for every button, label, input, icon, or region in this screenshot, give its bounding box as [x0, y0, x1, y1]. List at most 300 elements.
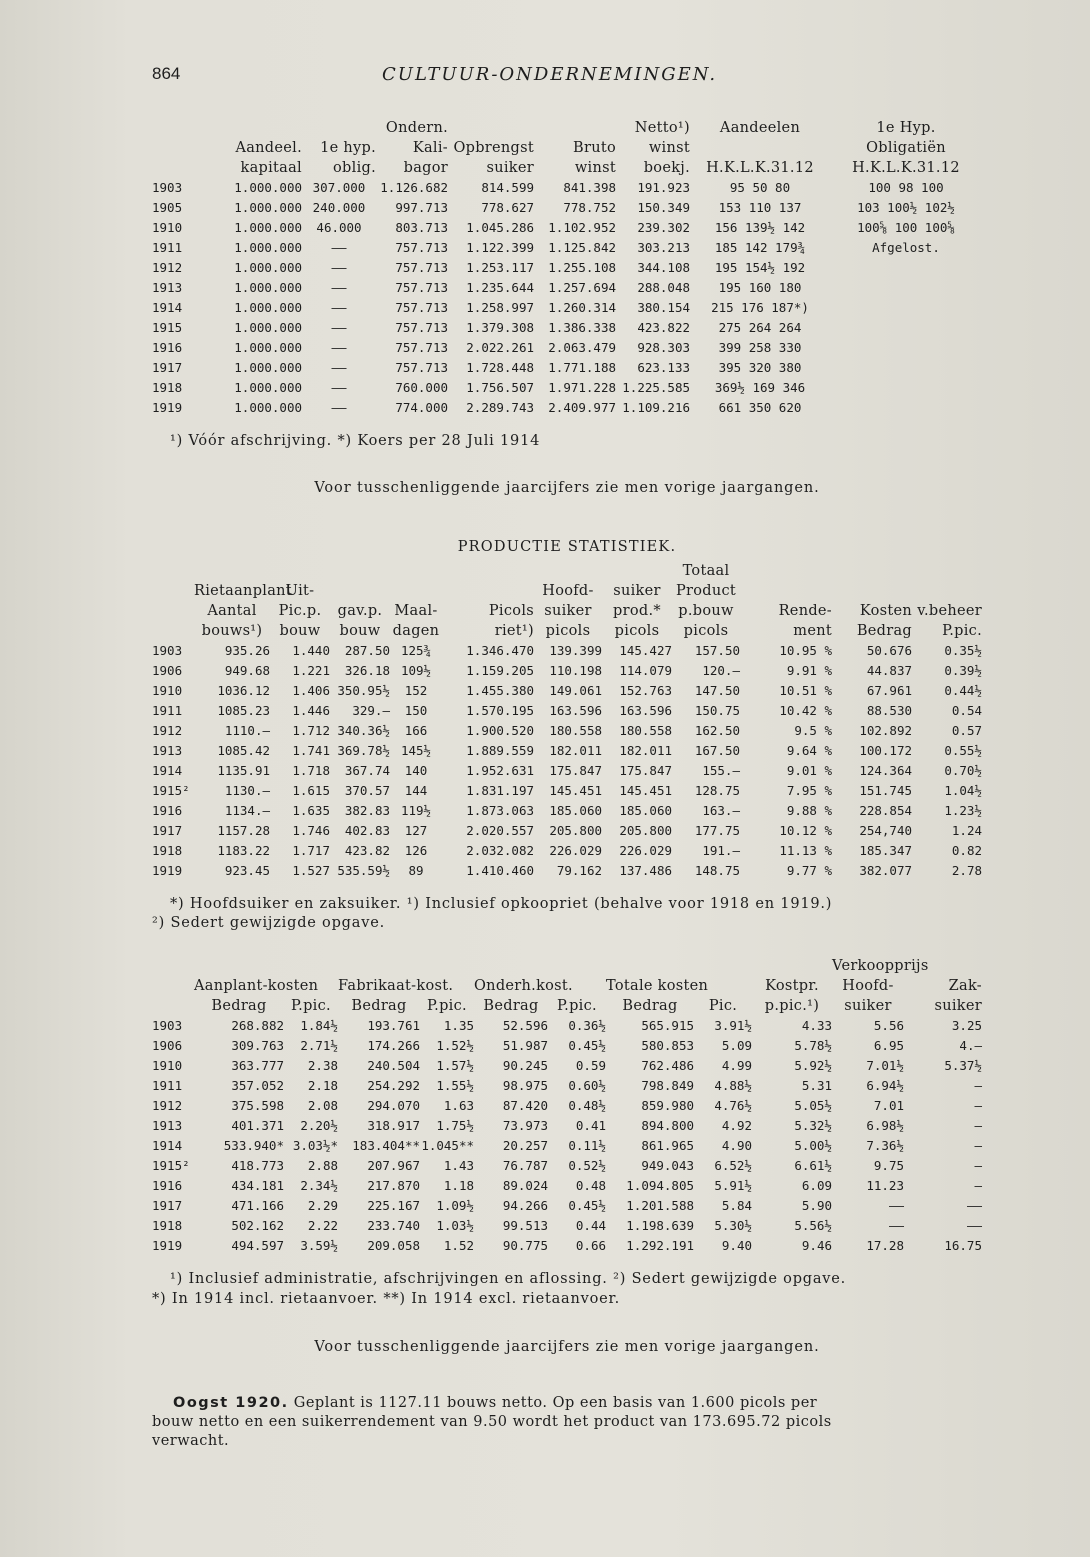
- table-cell-aantal: 1157.28: [217, 823, 270, 838]
- table-cell-picp: 1.221: [292, 663, 330, 678]
- financial-table-body: [152, 178, 982, 418]
- column-header: [442, 581, 534, 601]
- table-cell-ab: 471.166: [231, 1198, 284, 1213]
- production-row: [152, 821, 982, 841]
- column-header: suiker: [844, 998, 892, 1014]
- table-cell-aantal: 923.45: [224, 863, 270, 878]
- table-cell-zs: ——: [966, 1218, 982, 1233]
- table-cell-rende: 9.91 %: [786, 663, 832, 678]
- table2-footnote-1: *) Hoofdsuiker en zaksuiker. ¹) Inclusief opkoopriet (behalve voor 1918 en 1919.): [170, 896, 833, 912]
- cost-table-head: [152, 956, 982, 1016]
- column-header: [338, 956, 420, 976]
- table-cell-ap: 2.18: [307, 1078, 338, 1093]
- table-cell-fp: 1.75½: [436, 1118, 474, 1133]
- table-cell-y: 1919: [152, 400, 183, 415]
- table-cell-aantal: 949.68: [224, 663, 270, 678]
- table-cell-hyp: ——: [331, 400, 347, 415]
- table-cell-kali: 757.713: [395, 320, 448, 335]
- table-cell-rende: 9.88 %: [786, 803, 832, 818]
- table-cell-fp: 1.63: [443, 1098, 474, 1113]
- table-cell-obl: [830, 338, 982, 358]
- table-cell-kali: 760.000: [395, 380, 448, 395]
- table-cell-obl: 100 98 100: [868, 180, 944, 195]
- table-cell-y: 1910: [152, 220, 183, 235]
- table-cell-y: 1912: [152, 723, 183, 738]
- column-header: [270, 561, 330, 581]
- table-cell-bedrag: 44.837: [866, 663, 912, 678]
- table-cell-y: 1903: [152, 643, 183, 658]
- column-header: Bedrag: [351, 998, 407, 1014]
- financial-row: [152, 278, 982, 298]
- table-cell-aantal: 1135.91: [217, 763, 270, 778]
- table-cell-gavp: 382.83: [344, 803, 390, 818]
- table-cell-ab: 494.597: [231, 1238, 284, 1253]
- financial-row: [152, 398, 982, 418]
- column-header: Opbrengst: [453, 140, 534, 156]
- header-row: [152, 158, 982, 178]
- table-cell-picp: 1.446: [292, 703, 330, 718]
- table-cell-kp: 5.78½: [794, 1038, 832, 1053]
- column-header: winst: [648, 140, 690, 156]
- table-cell-hs: 7.01: [873, 1098, 904, 1113]
- table-cell-netto: 303.213: [637, 240, 690, 255]
- table-cell-fb: 174.266: [367, 1038, 420, 1053]
- table-cell-rende: 11.13 %: [779, 843, 832, 858]
- table-cell-fb: 240.504: [367, 1058, 420, 1073]
- table-cell-picols: 1.831.197: [466, 783, 534, 798]
- column-header: [534, 118, 616, 138]
- table-cell-gavp: 423.82: [344, 843, 390, 858]
- table-cell-aand: 369½ 169 346: [714, 380, 806, 395]
- table-cell-pbouw: 162.50: [694, 723, 740, 738]
- table-cell-netto: 380.154: [637, 300, 690, 315]
- table-cell-ap: 2.22: [307, 1218, 338, 1233]
- cost-row: [152, 1116, 982, 1136]
- table-cell-hs: 6.95: [873, 1038, 904, 1053]
- cost-row: [152, 1016, 982, 1036]
- table-cell-tb: 861.965: [641, 1138, 694, 1153]
- column-header: bagor: [403, 160, 448, 176]
- cost-row: [152, 1236, 982, 1256]
- column-header: [152, 996, 194, 1016]
- table-cell-zs: —: [974, 1098, 982, 1113]
- production-row: [152, 641, 982, 661]
- production-table: [152, 561, 982, 881]
- table-cell-kali: 757.713: [395, 240, 448, 255]
- table-cell-y: 1914: [152, 1138, 183, 1153]
- table-cell-aantal: 1130.—: [224, 783, 270, 798]
- table-cell-picp: 1.718: [292, 763, 330, 778]
- table-cell-ap: 3.03½*: [292, 1138, 338, 1153]
- table-cell-pbouw: 148.75: [694, 863, 740, 878]
- table-cell-kap: 1.000.000: [234, 180, 302, 195]
- table-cell-gavp: 370.57: [344, 783, 390, 798]
- table2-footnote-2: ²) Sedert gewijzigde opgave.: [152, 915, 385, 931]
- column-header: Bruto: [573, 140, 616, 156]
- cost-row: [152, 1136, 982, 1156]
- table-cell-zs: ——: [966, 1198, 982, 1213]
- column-header: [152, 561, 194, 581]
- table-cell-fp: 1.03½: [436, 1218, 474, 1233]
- column-header: Picols: [488, 603, 534, 619]
- table-cell-maal: 166: [404, 723, 428, 738]
- table-cell-kali: 757.713: [395, 340, 448, 355]
- financial-row: [152, 238, 982, 258]
- table-cell-opbr: 814.599: [481, 180, 534, 195]
- table-cell-ob: 20.257: [502, 1138, 548, 1153]
- cost-row: [152, 1156, 982, 1176]
- column-header: [420, 956, 474, 976]
- table-cell-zs: 4.—: [959, 1038, 982, 1053]
- column-header: [152, 976, 194, 996]
- column-header: [690, 138, 830, 158]
- table-cell-kali: 757.713: [395, 260, 448, 275]
- column-header: suiker: [544, 603, 592, 619]
- table-cell-hyp: ——: [331, 380, 347, 395]
- table-cell-hs: 5.56: [873, 1018, 904, 1033]
- financial-row: [152, 178, 982, 198]
- table-cell-ppic: 1.04½: [944, 783, 982, 798]
- harvest-text-1: Geplant is 1127.11 bouws netto. Op een basis van 1.600 picols per: [293, 1395, 818, 1411]
- table-cell-netto: 288.048: [637, 280, 690, 295]
- table-cell-obl: [830, 378, 982, 398]
- table-cell-ob: 51.987: [502, 1038, 548, 1053]
- table-cell-totaal: 185.060: [619, 803, 672, 818]
- table-cell-pbouw: 155.—: [702, 763, 740, 778]
- table-cell-fp: 1.09½: [436, 1198, 474, 1213]
- table-cell-opbr: 1.379.308: [466, 320, 534, 335]
- table-cell-netto: 928.303: [637, 340, 690, 355]
- table-cell-tb: 1.094.805: [626, 1178, 694, 1193]
- table-cell-tp: 4.76½: [714, 1098, 752, 1113]
- table-cell-gavp: 326.18: [344, 663, 390, 678]
- table-cell-tb: 1.198.639: [626, 1218, 694, 1233]
- column-header: v.beheer: [917, 603, 982, 619]
- table-cell-obl: [830, 358, 982, 378]
- table-cell-pbouw: 150.75: [694, 703, 740, 718]
- column-header: [152, 621, 194, 641]
- column-header: [152, 158, 198, 178]
- table-cell-rende: 10.95 %: [779, 643, 832, 658]
- financial-row: [152, 338, 982, 358]
- table-cell-obl: 100⅝ 100 100⅝: [857, 220, 955, 235]
- table-cell-ab: 418.773: [231, 1158, 284, 1173]
- table-cell-picols: 1.346.470: [466, 643, 534, 658]
- column-header: Maal-: [394, 603, 438, 619]
- table-cell-fb: 294.070: [367, 1098, 420, 1113]
- table-cell-op: 0.36½: [568, 1018, 606, 1033]
- table-cell-rende: 9.01 %: [786, 763, 832, 778]
- table-cell-fp: 1.52½: [436, 1038, 474, 1053]
- table-cell-aand: 195 154½ 192: [714, 260, 806, 275]
- table-cell-zs: 16.75: [944, 1238, 982, 1253]
- table-cell-y: 1915²: [152, 1158, 190, 1173]
- table-cell-y: 1917: [152, 360, 183, 375]
- production-row: [152, 661, 982, 681]
- table-cell-y: 1906: [152, 1038, 183, 1053]
- table-cell-netto: 1.225.585: [622, 380, 690, 395]
- table-cell-fp: 1.55½: [436, 1078, 474, 1093]
- table-cell-opbr: 2.289.743: [466, 400, 534, 415]
- column-header: p.bouw: [678, 603, 734, 619]
- table-cell-pbouw: 167.50: [694, 743, 740, 758]
- table-cell-hs: 7.01½: [866, 1058, 904, 1073]
- table-cell-hoofd: 110.198: [549, 663, 602, 678]
- table-cell-y: 1903: [152, 180, 183, 195]
- table-cell-hoofd: 163.596: [549, 703, 602, 718]
- table-cell-ppic: 1.24: [951, 823, 982, 838]
- table-cell-tp: 5.84: [721, 1198, 752, 1213]
- table-cell-ab: 434.181: [231, 1178, 284, 1193]
- table-cell-y: 1910: [152, 1058, 183, 1073]
- column-header: Onderh.kost.: [474, 978, 573, 994]
- table-cell-kali: 803.713: [395, 220, 448, 235]
- financial-row: [152, 318, 982, 338]
- table-cell-zs: 3.25: [951, 1018, 982, 1033]
- production-row: [152, 781, 982, 801]
- column-header: Product: [675, 583, 737, 599]
- financial-table: [152, 118, 982, 418]
- column-header: [194, 956, 284, 976]
- table-cell-zs: —: [974, 1078, 982, 1093]
- table-cell-hyp: 240.000: [312, 200, 366, 215]
- table-cell-tb: 580.853: [641, 1038, 694, 1053]
- table-cell-ab: 502.162: [231, 1218, 284, 1233]
- column-header: [602, 561, 672, 581]
- column-header: [152, 956, 194, 976]
- column-header: [548, 956, 606, 976]
- table-cell-netto: 1.109.216: [622, 400, 690, 415]
- column-header: Zak-: [948, 978, 982, 994]
- table-cell-maal: 150: [404, 703, 428, 718]
- table-cell-y: 1912: [152, 260, 183, 275]
- table-cell-pbouw: 191.—: [702, 843, 740, 858]
- table-cell-tp: 4.99: [721, 1058, 752, 1073]
- production-row: [152, 761, 982, 781]
- table-cell-pbouw: 128.75: [694, 783, 740, 798]
- table-cell-maal: 127: [404, 823, 428, 838]
- table-cell-netto: 150.349: [637, 200, 690, 215]
- table-cell-totaal: 152.763: [619, 683, 672, 698]
- table-cell-op: 0.44: [575, 1218, 606, 1233]
- table-cell-hs: 17.28: [866, 1238, 904, 1253]
- table-cell-y: 1914: [152, 763, 183, 778]
- table-cell-kali: 757.713: [395, 360, 448, 375]
- table-cell-hyp: ——: [331, 260, 347, 275]
- table-cell-opbr: 1.258.997: [466, 300, 534, 315]
- table-cell-aand: 153 110 137: [718, 200, 802, 215]
- table-cell-op: 0.45½: [568, 1038, 606, 1053]
- column-header: 1e hyp.: [320, 140, 376, 156]
- table-cell-y: 1917: [152, 1198, 183, 1213]
- production-row: [152, 801, 982, 821]
- table-cell-ppic: 0.44½: [944, 683, 982, 698]
- table-cell-hs: 6.94½: [866, 1078, 904, 1093]
- table-cell-tp: 5.09: [721, 1038, 752, 1053]
- header-row: [152, 996, 982, 1016]
- financial-row: [152, 378, 982, 398]
- table1-see-also: Voor tusschenliggende jaarcijfers zie men vorige jaargangen.: [314, 480, 820, 496]
- cost-row: [152, 1196, 982, 1216]
- cost-table-body: [152, 1016, 982, 1256]
- table-cell-picp: 1.741: [292, 743, 330, 758]
- table-cell-picp: 1.717: [292, 843, 330, 858]
- column-header: picols: [683, 623, 729, 639]
- table-cell-y: 1911: [152, 240, 183, 255]
- table-cell-ap: 2.38: [307, 1058, 338, 1073]
- column-header: prod.*: [613, 603, 661, 619]
- table-cell-picols: 1.873.063: [466, 803, 534, 818]
- table-cell-obl: [830, 318, 982, 338]
- table-cell-picp: 1.406: [292, 683, 330, 698]
- table-cell-aand: 185 142 179¾: [714, 240, 806, 255]
- running-title: CULTUUR-ONDERNEMINGEN.: [382, 64, 718, 85]
- table3-see-also: Voor tusschenliggende jaarcijfers zie men vorige jaargangen.: [314, 1339, 820, 1355]
- table-cell-bruto: 1.255.108: [548, 260, 616, 275]
- table-cell-bedrag: 382.077: [859, 863, 912, 878]
- column-header: Hoofd-: [542, 583, 594, 599]
- header-row: [152, 621, 982, 641]
- table-cell-kp: 9.46: [801, 1238, 832, 1253]
- table-cell-netto: 623.133: [637, 360, 690, 375]
- table-cell-fb: 193.761: [367, 1018, 420, 1033]
- column-header: p.pic.¹): [764, 998, 820, 1014]
- table-cell-aantal: 1085.23: [217, 703, 270, 718]
- table-cell-obl: [830, 298, 982, 318]
- table-cell-y: 1910: [152, 683, 183, 698]
- table-cell-ob: 52.596: [502, 1018, 548, 1033]
- table-cell-y: 1919: [152, 863, 183, 878]
- table-cell-ppic: 1.23½: [944, 803, 982, 818]
- table-cell-gavp: 329.—: [352, 703, 390, 718]
- table-cell-picols: 1.410.460: [466, 863, 534, 878]
- column-header: riet¹): [494, 623, 534, 639]
- table-cell-kap: 1.000.000: [234, 220, 302, 235]
- table-cell-y: 1913: [152, 743, 183, 758]
- table-cell-picp: 1.746: [292, 823, 330, 838]
- table-cell-netto: 423.822: [637, 320, 690, 335]
- table-cell-hs: ——: [888, 1218, 904, 1233]
- table-cell-maal: 89: [408, 863, 424, 878]
- table-cell-y: 1912: [152, 1098, 183, 1113]
- table-cell-ab: 533.940*: [223, 1138, 284, 1153]
- column-header: winst: [574, 160, 616, 176]
- harvest-label: Oogst 1920.: [173, 1395, 289, 1411]
- table-cell-opbr: 1.045.286: [466, 220, 534, 235]
- table-cell-op: 0.11½: [568, 1138, 606, 1153]
- column-header: [832, 561, 912, 581]
- table-cell-bruto: 2.063.479: [548, 340, 616, 355]
- table-cell-rende: 9.77 %: [786, 863, 832, 878]
- table-cell-aand: 275 264 264: [718, 320, 802, 335]
- table-cell-tb: 762.486: [641, 1058, 694, 1073]
- table-cell-ab: 363.777: [231, 1058, 284, 1073]
- table-cell-hs: 7.36½: [866, 1138, 904, 1153]
- table-cell-y: 1919: [152, 1238, 183, 1253]
- table-cell-bedrag: 151.745: [859, 783, 912, 798]
- table-cell-tb: 894.800: [641, 1118, 694, 1133]
- table-cell-maal: 140: [404, 763, 428, 778]
- table-cell-op: 0.59: [575, 1058, 606, 1073]
- table-cell-bruto: 1.386.338: [548, 320, 616, 335]
- column-header: Aandeelen: [719, 120, 801, 136]
- table-cell-bedrag: 124.364: [859, 763, 912, 778]
- column-header: H.K.L.K.31.12: [706, 160, 814, 176]
- table-cell-kp: 5.05½: [794, 1098, 832, 1113]
- column-header: bouws¹): [201, 623, 263, 639]
- table-cell-ap: 2.34½: [300, 1178, 338, 1193]
- cost-row: [152, 1176, 982, 1196]
- column-header: oblig.: [333, 160, 376, 176]
- table-cell-ppic: 0.70½: [944, 763, 982, 778]
- table-cell-opbr: 1.253.117: [466, 260, 534, 275]
- table-cell-kp: 6.09: [801, 1178, 832, 1193]
- table-cell-maal: 145½: [400, 743, 432, 758]
- table-cell-bruto: 1.971.228: [548, 380, 616, 395]
- table-cell-tb: 798.849: [641, 1078, 694, 1093]
- table-cell-picp: 1.527: [292, 863, 330, 878]
- table-cell-fb: 217.870: [367, 1178, 420, 1193]
- column-header: Pic.p.: [278, 603, 322, 619]
- table-cell-kap: 1.000.000: [234, 320, 302, 335]
- table-cell-kp: 5.92½: [794, 1058, 832, 1073]
- financial-row: [152, 258, 982, 278]
- table-cell-y: 1918: [152, 843, 183, 858]
- column-header: [194, 561, 270, 581]
- table-cell-totaal: 226.029: [619, 843, 672, 858]
- table-cell-gavp: 350.95½: [337, 683, 390, 698]
- table-cell-bruto: 1.771.188: [548, 360, 616, 375]
- table-cell-aand: 195 160 180: [718, 280, 802, 295]
- table-cell-bruto: 1.260.314: [548, 300, 616, 315]
- table-cell-hs: 11.23: [866, 1178, 904, 1193]
- table-cell-picp: 1.635: [292, 803, 330, 818]
- column-header: picols: [614, 623, 660, 639]
- table-cell-zs: 5.37½: [944, 1058, 982, 1073]
- table-cell-maal: 126: [404, 843, 428, 858]
- table-cell-rende: 10.12 %: [779, 823, 832, 838]
- header-row: [152, 561, 982, 581]
- column-header: [330, 581, 390, 601]
- table-cell-hoofd: 145.451: [549, 783, 602, 798]
- table-cell-totaal: 180.558: [619, 723, 672, 738]
- column-header: [694, 956, 752, 976]
- table-cell-pbouw: 120.—: [702, 663, 740, 678]
- column-header: P.pic.: [942, 623, 982, 639]
- table-cell-hoofd: 205.800: [549, 823, 602, 838]
- table-cell-obl: [830, 398, 982, 418]
- table-cell-kap: 1.000.000: [234, 380, 302, 395]
- table-cell-opbr: 1.235.644: [466, 280, 534, 295]
- table-cell-ap: 2.08: [307, 1098, 338, 1113]
- production-row: [152, 741, 982, 761]
- column-header: Pic.: [708, 998, 738, 1014]
- table-cell-kp: 6.61½: [794, 1158, 832, 1173]
- table-cell-aantal: 1036.12: [217, 683, 270, 698]
- production-row: [152, 861, 982, 881]
- table-cell-y: 1913: [152, 1118, 183, 1133]
- column-header: Kostpr.: [765, 978, 819, 994]
- table-cell-y: 1916: [152, 803, 183, 818]
- cost-row: [152, 1036, 982, 1056]
- table-cell-gavp: 367.74: [344, 763, 390, 778]
- table-cell-rende: 10.51 %: [779, 683, 832, 698]
- table-cell-ob: 87.420: [502, 1098, 548, 1113]
- table-cell-kali: 757.713: [395, 300, 448, 315]
- table-cell-y: 1917: [152, 823, 183, 838]
- table-cell-obl: [830, 258, 982, 278]
- table-cell-bedrag: 254,740: [859, 823, 912, 838]
